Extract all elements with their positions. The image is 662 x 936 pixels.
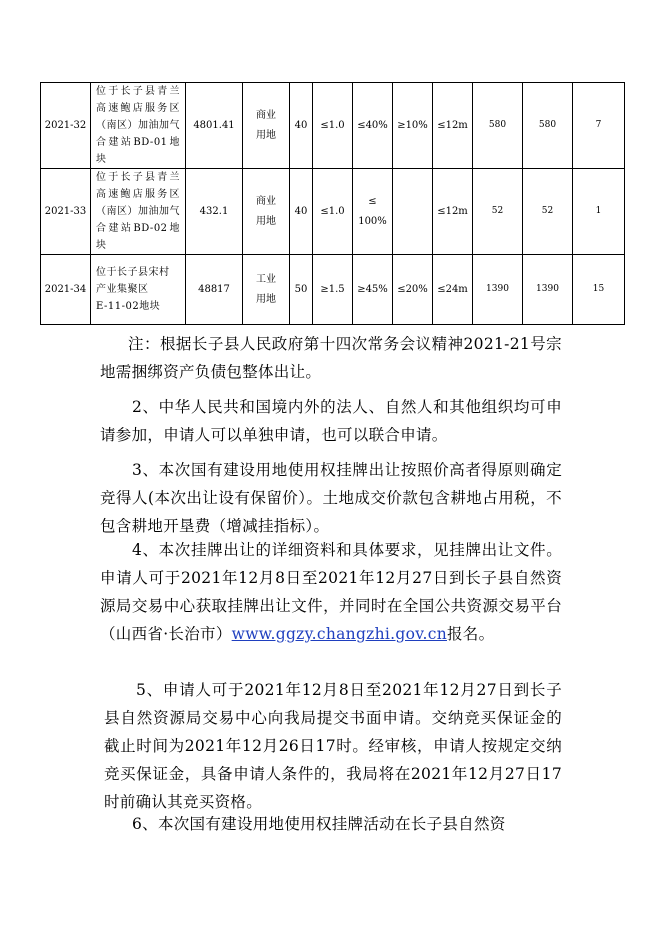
parcel-id: 2021-33	[41, 169, 91, 255]
paragraph-3-text: 3、本次国有建设用地使用权挂牌出让按照价高者得原则确定竞得人(本次出让设有保留价）。土地成交价款包含耕地占用税，不包含耕地开垦费（增减挂指标）。	[100, 461, 562, 535]
paragraph-2	[100, 393, 562, 449]
parcel-deposit: 52	[523, 169, 573, 255]
location-line: 合建站BD-01地块	[96, 137, 180, 165]
table-row	[41, 255, 625, 325]
parcel-increment: 1	[573, 169, 625, 255]
parcel-plot-ratio: ≤1.0	[313, 83, 353, 169]
location-line: E-11-02地块	[96, 301, 161, 312]
parcel-plot-ratio: ≤1.0	[313, 169, 353, 255]
paragraph-5	[104, 676, 562, 816]
use-line: 商业	[256, 195, 276, 207]
location-line: 位于长子县宋村	[96, 267, 170, 278]
use-line: 用地	[256, 129, 276, 141]
parcel-green: ≥10%	[393, 83, 433, 169]
parcel-area: 4801.41	[186, 83, 243, 169]
parcel-use	[243, 169, 290, 255]
parcel-years: 40	[290, 83, 313, 169]
parcel-increment: 7	[573, 83, 625, 169]
parcel-start-price: 52	[473, 169, 523, 255]
land-parcel-table	[40, 82, 625, 325]
use-line: 商业	[256, 109, 276, 121]
table-row	[41, 83, 625, 169]
location-line: 高速鲍店服务区	[96, 189, 180, 200]
paragraph-3	[100, 456, 562, 540]
use-line: 工业	[256, 273, 276, 285]
parcel-id: 2021-32	[41, 83, 91, 169]
parcel-density: ≤40%	[353, 83, 393, 169]
parcel-area: 48817	[186, 255, 243, 325]
parcel-years: 40	[290, 169, 313, 255]
paragraph-4	[100, 536, 562, 648]
density-line: ≤	[368, 195, 377, 207]
parcel-location	[91, 83, 186, 169]
note-paragraph	[100, 330, 562, 386]
parcel-location	[91, 255, 186, 325]
parcel-height: ≤12m	[433, 169, 473, 255]
parcel-area: 432.1	[186, 169, 243, 255]
parcel-years: 50	[290, 255, 313, 325]
location-line: 位于长子县青兰	[96, 86, 180, 97]
parcel-start-price: 580	[473, 83, 523, 169]
parcel-use	[243, 83, 290, 169]
paragraph-5-text: 5、申请人可于2021年12月8日至2021年12月27日到长子县自然资源局交易中心向我局提交书面申请。交纳竞买保证金的截止时间为2021年12月26日17时。经审核，申请人按规定交纳竞买保证金，具备申请人条件的，我局将在2021年12月27日17时前确认其竞买资格。	[104, 681, 562, 811]
parcel-height: ≤24m	[433, 255, 473, 325]
parcel-use	[243, 255, 290, 325]
table-row	[41, 169, 625, 255]
paragraph-4-tail: 报名。	[446, 625, 495, 643]
location-line: （南区）加油加气	[96, 120, 180, 131]
location-line: 产业集聚区	[96, 284, 149, 295]
parcel-id: 2021-34	[41, 255, 91, 325]
parcel-deposit: 580	[523, 83, 573, 169]
paragraph-6	[100, 810, 562, 838]
density-line: 100%	[358, 215, 387, 227]
parcel-density	[353, 169, 393, 255]
parcel-plot-ratio: ≥1.5	[313, 255, 353, 325]
ggzy-link[interactable]: www.ggzy.changzhi.gov.cn	[231, 625, 447, 643]
location-line: 高速鲍店服务区	[96, 103, 180, 114]
land-table-body	[41, 83, 625, 325]
location-line: 位于长子县青兰	[96, 172, 180, 183]
paragraph-2-text: 2、中华人民共和国境内外的法人、自然人和其他组织均可申请参加，申请人可以单独申请，也可以联合申请。	[100, 398, 562, 444]
use-line: 用地	[256, 215, 276, 227]
paragraph-4-text: 4、本次挂牌出让的详细资料和具体要求，见挂牌出让文件。申请人可于2021年12月8日至2021年12月27日到长子县自然资源局交易中心获取挂牌出让文件，并同时在全国公共资源交易平台（山西省·长治市）	[100, 541, 562, 643]
paragraph-6-text: 6、本次国有建设用地使用权挂牌活动在长子县自然资	[132, 815, 506, 833]
parcel-start-price: 1390	[473, 255, 523, 325]
parcel-height: ≤12m	[433, 83, 473, 169]
parcel-increment: 15	[573, 255, 625, 325]
parcel-location	[91, 169, 186, 255]
parcel-density: ≥45%	[353, 255, 393, 325]
parcel-green: ≤20%	[393, 255, 433, 325]
location-line: （南区）加油加气	[96, 206, 180, 217]
location-line: 合建站BD-02地块	[96, 223, 180, 251]
use-line: 用地	[256, 293, 276, 305]
parcel-deposit: 1390	[523, 255, 573, 325]
parcel-green	[393, 169, 433, 255]
note-text: 注：根据长子县人民政府第十四次常务会议精神2021-21号宗地需捆绑资产负债包整体出让。	[100, 335, 562, 381]
